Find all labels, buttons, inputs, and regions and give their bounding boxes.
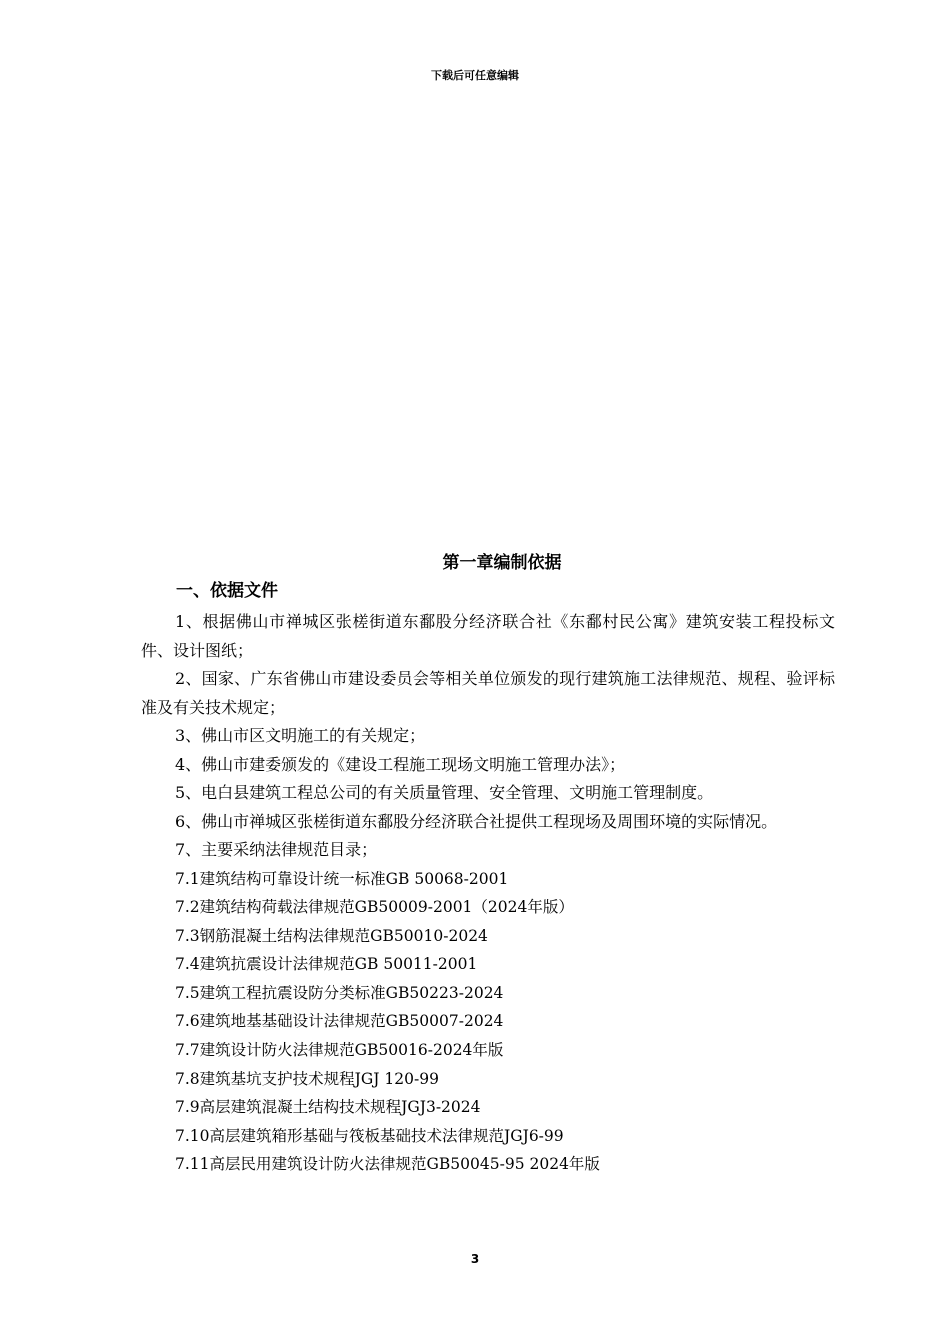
standard-item: 7.7建筑设计防火法律规范GB50016-2024年版 <box>175 1041 504 1060</box>
paragraph-3: 3、佛山市区文明施工的有关规定； <box>175 726 426 745</box>
paragraph-5: 5、电白县建筑工程总公司的有关质量管理、安全管理、文明施工管理制度。 <box>175 783 714 802</box>
paragraph-2: 2、国家、广东省佛山市建设委员会等相关单位颁发的现行建筑施工法律规范、规程、验评标准及有关技术规定； <box>141 669 835 717</box>
chapter-title: 第一章编制依据 <box>442 553 562 573</box>
paragraph-6: 6、佛山市禅城区张槎街道东鄱股分经济联合社提供工程现场及周围环境的实际情况。 <box>175 811 778 831</box>
standard-item: 7.1建筑结构可靠设计统一标准GB 50068-2001 <box>175 869 509 888</box>
paragraph-4: 4、佛山市建委颁发的《建设工程施工现场文明施工管理办法》； <box>175 754 626 774</box>
standard-item: 7.10高层建筑箱形基础与筏板基础技术法律规范JGJ6-99 <box>175 1126 564 1145</box>
paragraph-7: 7、主要采纳法律规范目录； <box>175 840 378 859</box>
paragraph-1: 1、根据佛山市禅城区张槎街道东鄱股分经济联合社《东鄱村民公寓》建筑安装工程投标文件、设计图纸； <box>141 612 835 660</box>
standard-item: 7.6建筑地基基础设计法律规范GB50007-2024 <box>175 1012 504 1031</box>
standard-item: 7.4建筑抗震设计法律规范GB 50011-2001 <box>175 955 478 974</box>
standard-item: 7.9高层建筑混凝土结构技术规程JGJ3-2024 <box>175 1098 481 1117</box>
standard-item: 7.11高层民用建筑设计防火法律规范GB50045-95 2024年版 <box>175 1155 600 1174</box>
document-body <box>141 548 835 1179</box>
page-number: 3 <box>470 1252 480 1266</box>
section-heading: 一、依据文件 <box>176 581 278 601</box>
standard-item: 7.3钢筋混凝土结构法律规范GB50010-2024 <box>175 926 488 945</box>
standard-item: 7.2建筑结构荷载法律规范GB50009-2001（2024年版） <box>175 898 574 917</box>
standard-item: 7.8建筑基坑支护技术规程JGJ 120-99 <box>175 1069 439 1088</box>
header-note: 下载后可任意编辑 <box>431 69 519 82</box>
standard-item: 7.5建筑工程抗震设防分类标准GB50223-2024 <box>175 983 504 1002</box>
